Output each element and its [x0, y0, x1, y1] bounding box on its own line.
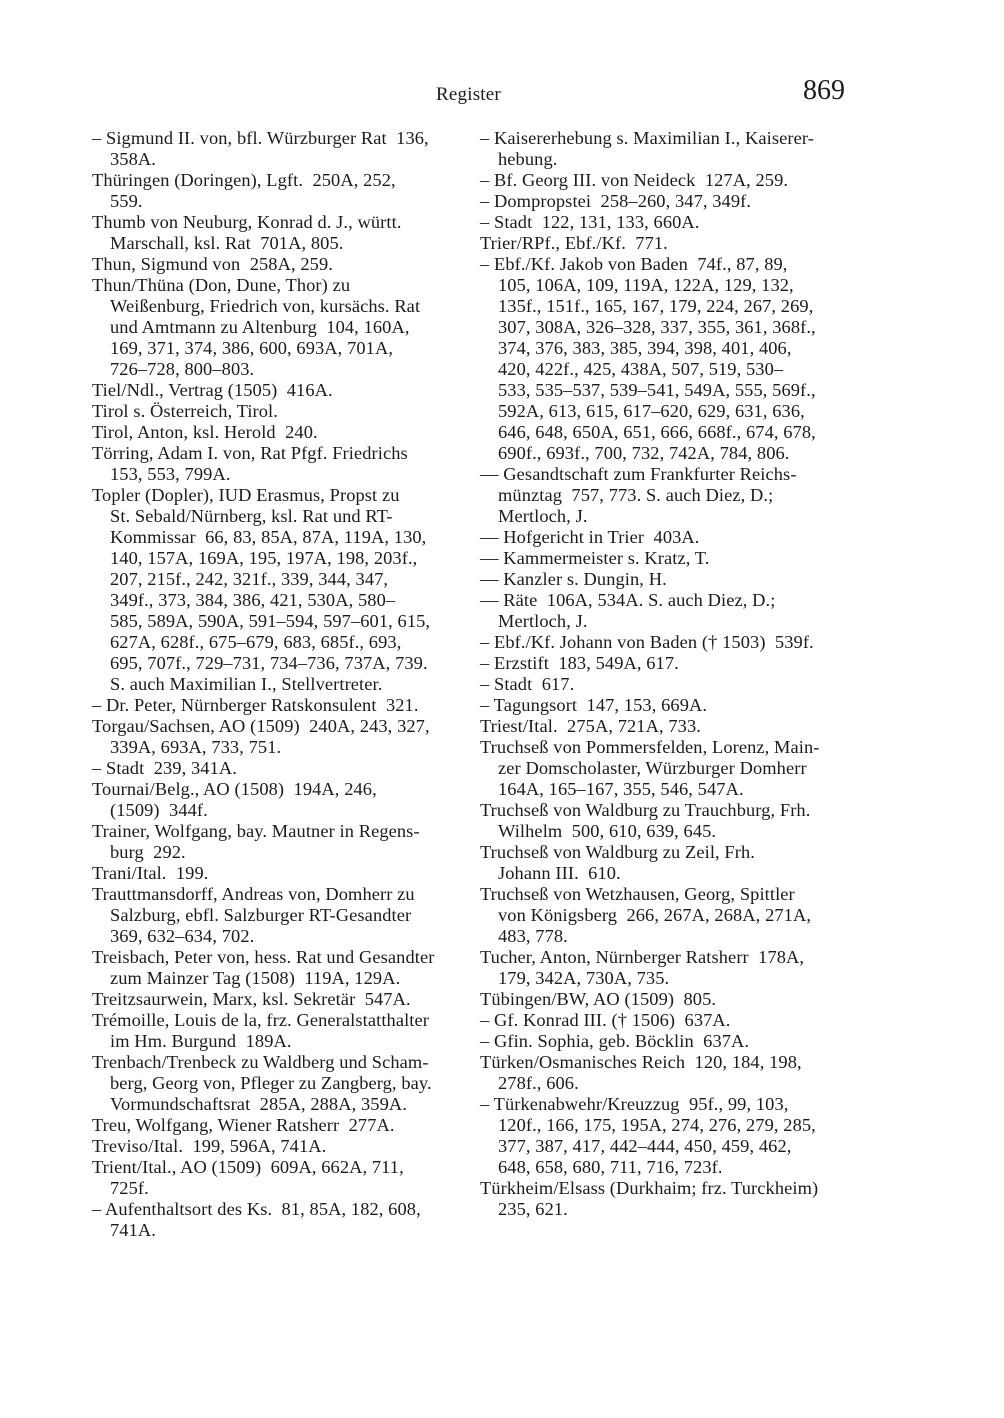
index-line: 690f., 693f., 700, 732, 742A, 784, 806. [498, 443, 790, 463]
index-entry [92, 716, 480, 758]
index-line: Tucher, Anton, Nürnberger Ratsherr 178A, [480, 947, 805, 967]
index-line: – Stadt 122, 131, 133, 660A. [480, 212, 700, 232]
index-line: 695, 707f., 729–731, 734–736, 737A, 739. [110, 653, 428, 673]
index-line: –– Räte 106A, 534A. S. auch Diez, D.; [480, 590, 776, 610]
index-line: – Stadt 617. [480, 674, 575, 694]
index-line: Thumb von Neuburg, Konrad d. J., württ. [92, 212, 402, 232]
running-title: Register [436, 84, 501, 105]
index-line: Mertloch, J. [498, 611, 588, 631]
index-line: (1509) 344f. [110, 800, 208, 820]
index-line: Trier/RPf., Ebf./Kf. 771. [480, 233, 668, 253]
index-line: St. Sebald/Nürnberg, ksl. Rat und RT- [110, 506, 393, 526]
index-entry [480, 1031, 868, 1052]
index-entry [92, 275, 480, 380]
index-entry [480, 884, 868, 947]
index-line: münztag 757, 773. S. auch Diez, D.; [498, 485, 774, 505]
index-line: 377, 387, 417, 442–444, 450, 459, 462, [498, 1136, 792, 1156]
page-header [92, 75, 845, 114]
index-line: 120f., 166, 175, 195A, 274, 276, 279, 285, [498, 1115, 816, 1135]
index-line: Wilhelm 500, 610, 639, 645. [498, 821, 717, 841]
index-entry [92, 695, 480, 716]
index-line: hebung. [498, 149, 558, 169]
index-line: 358A. [110, 149, 156, 169]
index-line: – Aufenthaltsort des Ks. 81, 85A, 182, 608, [92, 1199, 421, 1219]
column-right [480, 128, 868, 1241]
index-line: – Dr. Peter, Nürnberger Ratskonsulent 321. [92, 695, 419, 715]
index-entry [92, 170, 480, 212]
index-entry [92, 989, 480, 1010]
index-line: – Türkenabwehr/Kreuzzug 95f., 99, 103, [480, 1094, 789, 1114]
index-entry [480, 716, 868, 737]
index-entry [480, 1052, 868, 1094]
index-entry [480, 590, 868, 632]
index-entry [480, 653, 868, 674]
index-entry [480, 128, 868, 170]
index-line: zer Domscholaster, Würzburger Domherr [498, 758, 807, 778]
index-line: 725f. [110, 1178, 149, 1198]
index-entry [480, 548, 868, 569]
index-entry [480, 233, 868, 254]
index-line: 349f., 373, 384, 386, 421, 530A, 580– [110, 590, 396, 610]
index-line: 627A, 628f., 675–679, 683, 685f., 693, [110, 632, 402, 652]
index-line: Trauttmansdorff, Andreas von, Domherr zu [92, 884, 415, 904]
index-entry [480, 737, 868, 800]
index-line: Tiel/Ndl., Vertrag (1505) 416A. [92, 380, 333, 400]
index-line: 533, 535–537, 539–541, 549A, 555, 569f., [498, 380, 816, 400]
index-entry [480, 254, 868, 464]
index-line: 741A. [110, 1220, 156, 1240]
index-entry [92, 1010, 480, 1052]
index-line: Treitzsaurwein, Marx, ksl. Sekretär 547A. [92, 989, 411, 1009]
index-line: 307, 308A, 326–328, 337, 355, 361, 368f., [498, 317, 816, 337]
column-left [92, 128, 480, 1241]
index-line: zum Mainzer Tag (1508) 119A, 129A. [110, 968, 401, 988]
index-entry [480, 191, 868, 212]
index-line: – Stadt 239, 341A. [92, 758, 237, 778]
index-line: im Hm. Burgund 189A. [110, 1031, 292, 1051]
index-entry [92, 1052, 480, 1115]
index-line: 646, 648, 650A, 651, 666, 668f., 674, 678, [498, 422, 816, 442]
index-entry [92, 1199, 480, 1241]
index-line: Trani/Ital. 199. [92, 863, 209, 883]
index-line: Truchseß von Wetzhausen, Georg, Spittler [480, 884, 795, 904]
index-line: – Dompropstei 258–260, 347, 349f. [480, 191, 752, 211]
index-line: Türken/Osmanisches Reich 120, 184, 198, [480, 1052, 802, 1072]
index-entry [480, 464, 868, 527]
index-entry [480, 212, 868, 233]
index-line: 339A, 693A, 733, 751. [110, 737, 282, 757]
index-line: – Gfin. Sophia, geb. Böcklin 637A. [480, 1031, 750, 1051]
index-line: Kommissar 66, 83, 85A, 87A, 119A, 130, [110, 527, 427, 547]
index-line: – Gf. Konrad III. († 1506) 637A. [480, 1010, 731, 1030]
index-line: 169, 371, 374, 386, 600, 693A, 701A, [110, 338, 394, 358]
index-line: Thun, Sigmund von 258A, 259. [92, 254, 333, 274]
index-line: 135f., 151f., 165, 167, 179, 224, 267, 269, [498, 296, 814, 316]
index-line: 648, 658, 680, 711, 716, 723f. [498, 1157, 723, 1177]
index-entry [92, 422, 480, 443]
index-line: 420, 422f., 425, 438A, 507, 519, 530– [498, 359, 784, 379]
index-line: Torgau/Sachsen, AO (1509) 240A, 243, 327, [92, 716, 430, 736]
index-line: Mertloch, J. [498, 506, 588, 526]
index-line: Tübingen/BW, AO (1509) 805. [480, 989, 717, 1009]
index-entry [92, 758, 480, 779]
index-entry [480, 170, 868, 191]
index-line: 153, 553, 799A. [110, 464, 231, 484]
index-columns [92, 128, 872, 1241]
index-line: – Bf. Georg III. von Neideck 127A, 259. [480, 170, 789, 190]
index-line: Tournai/Belg., AO (1508) 194A, 246, [92, 779, 377, 799]
index-line: –– Gesandtschaft zum Frankfurter Reichs- [480, 464, 797, 484]
index-entry [92, 254, 480, 275]
index-line: Tirol, Anton, ksl. Herold 240. [92, 422, 318, 442]
index-line: – Tagungsort 147, 153, 669A. [480, 695, 708, 715]
index-entry [92, 443, 480, 485]
index-entry [480, 527, 868, 548]
index-entry [92, 212, 480, 254]
index-entry [92, 884, 480, 947]
index-line: Trainer, Wolfgang, bay. Mautner in Regens- [92, 821, 420, 841]
index-line: Vormundschaftsrat 285A, 288A, 359A. [110, 1094, 407, 1114]
index-line: – Erzstift 183, 549A, 617. [480, 653, 679, 673]
index-line: 483, 778. [498, 926, 568, 946]
index-line: S. auch Maximilian I., Stellvertreter. [110, 674, 383, 694]
index-entry [92, 1136, 480, 1157]
index-line: 164A, 165–167, 355, 546, 547A. [498, 779, 744, 799]
index-line: von Königsberg 266, 267A, 268A, 271A, [498, 905, 812, 925]
index-line: 105, 106A, 109, 119A, 122A, 129, 132, [498, 275, 794, 295]
page-number: 869 [803, 75, 845, 106]
index-line: 278f., 606. [498, 1073, 579, 1093]
index-entry [92, 401, 480, 422]
index-entry [92, 947, 480, 989]
index-entry [480, 695, 868, 716]
index-line: –– Hofgericht in Trier 403A. [480, 527, 700, 547]
index-entry [480, 569, 868, 590]
index-line: 585, 589A, 590A, 591–594, 597–601, 615, [110, 611, 431, 631]
index-entry [480, 842, 868, 884]
index-line: 369, 632–634, 702. [110, 926, 255, 946]
index-entry [92, 779, 480, 821]
index-line: Tirol s. Österreich, Tirol. [92, 401, 278, 421]
index-entry [480, 989, 868, 1010]
index-line: burg 292. [110, 842, 186, 862]
index-line: – Ebf./Kf. Jakob von Baden 74f., 87, 89, [480, 254, 788, 274]
index-line: Trémoille, Louis de la, frz. Generalstatthalter [92, 1010, 429, 1030]
index-entry [92, 821, 480, 863]
index-line: 179, 342A, 730A, 735. [498, 968, 670, 988]
index-line: 374, 376, 383, 385, 394, 398, 401, 406, [498, 338, 792, 358]
index-line: Weißenburg, Friedrich von, kursächs. Rat [110, 296, 421, 316]
index-line: Salzburg, ebfl. Salzburger RT-Gesandter [110, 905, 412, 925]
index-line: Marschall, ksl. Rat 701A, 805. [110, 233, 344, 253]
index-line: Truchseß von Waldburg zu Zeil, Frh. [480, 842, 755, 862]
index-line: Thun/Thüna (Don, Dune, Thor) zu [92, 275, 351, 295]
index-line: Treisbach, Peter von, hess. Rat und Gesandter [92, 947, 435, 967]
index-entry [92, 863, 480, 884]
index-line: Truchseß von Pommersfelden, Lorenz, Main- [480, 737, 820, 757]
index-entry [92, 485, 480, 695]
index-line: 559. [110, 191, 143, 211]
index-line: Thüringen (Doringen), Lgft. 250A, 252, [92, 170, 396, 190]
index-line: Trient/Ital., AO (1509) 609A, 662A, 711, [92, 1157, 404, 1177]
index-line: Treviso/Ital. 199, 596A, 741A. [92, 1136, 327, 1156]
index-line: – Kaisererhebung s. Maximilian I., Kaiserer- [480, 128, 814, 148]
index-line: 207, 215f., 242, 321f., 339, 344, 347, [110, 569, 389, 589]
index-line: 726–728, 800–803. [110, 359, 255, 379]
index-line: und Amtmann zu Altenburg 104, 160A, [110, 317, 410, 337]
index-line: Trenbach/Trenbeck zu Waldberg und Scham- [92, 1052, 429, 1072]
index-line: 592A, 613, 615, 617–620, 629, 631, 636, [498, 401, 805, 421]
index-line: 140, 157A, 169A, 195, 197A, 198, 203f., [110, 548, 418, 568]
index-line: Türkheim/Elsass (Durkhaim; frz. Turckheim) [480, 1178, 819, 1198]
index-entry [92, 380, 480, 401]
index-entry [92, 1157, 480, 1199]
index-line: Topler (Dopler), IUD Erasmus, Propst zu [92, 485, 400, 505]
index-line: –– Kanzler s. Dungin, H. [480, 569, 667, 589]
index-entry [92, 128, 480, 170]
index-entry [480, 1094, 868, 1178]
index-line: Triest/Ital. 275A, 721A, 733. [480, 716, 701, 736]
index-line: berg, Georg von, Pfleger zu Zangberg, bay. [110, 1073, 432, 1093]
index-entry [480, 1010, 868, 1031]
index-line: Johann III. 610. [498, 863, 621, 883]
index-entry [480, 1178, 868, 1220]
index-entry [480, 632, 868, 653]
index-line: – Sigmund II. von, bfl. Würzburger Rat 136, [92, 128, 429, 148]
index-line: Törring, Adam I. von, Rat Pfgf. Friedrichs [92, 443, 408, 463]
index-line: 235, 621. [498, 1199, 568, 1219]
index-entry [480, 674, 868, 695]
index-line: Treu, Wolfgang, Wiener Ratsherr 277A. [92, 1115, 395, 1135]
index-entry [480, 947, 868, 989]
index-line: –– Kammermeister s. Kratz, T. [480, 548, 710, 568]
index-entry [480, 800, 868, 842]
index-line: Truchseß von Waldburg zu Trauchburg, Frh. [480, 800, 811, 820]
index-line: – Ebf./Kf. Johann von Baden († 1503) 539f. [480, 632, 814, 652]
index-entry [92, 1115, 480, 1136]
